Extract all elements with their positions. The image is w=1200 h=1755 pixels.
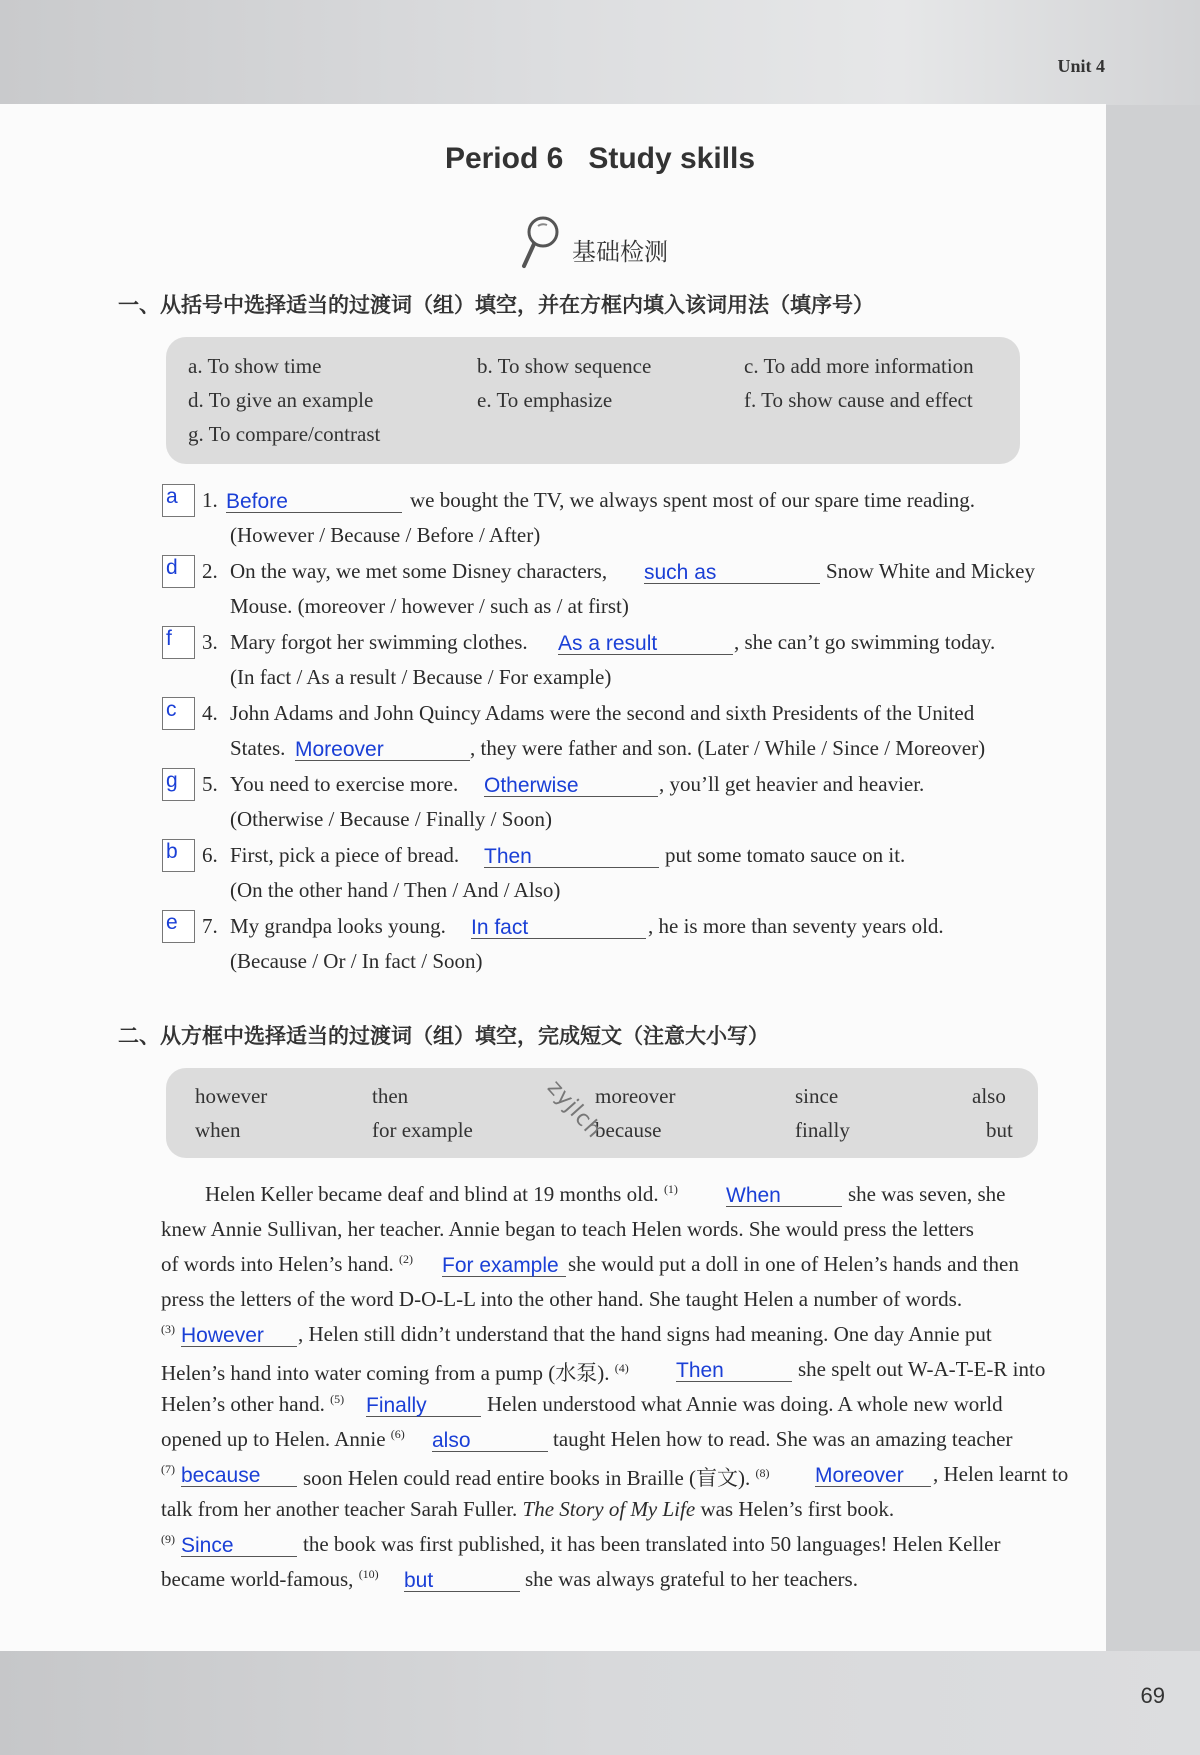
question-text: , you’ll get heavier and heavier. bbox=[659, 772, 925, 796]
word-however: however bbox=[195, 1084, 268, 1108]
passage-text: , Helen still didn’t understand that the hand signs had meaning. One day Annie put bbox=[298, 1322, 992, 1346]
word-then: then bbox=[372, 1084, 409, 1108]
passage-text: became world-famous, $^{(10)}$ bbox=[161, 1567, 379, 1591]
option-d: d. To give an example bbox=[188, 388, 374, 412]
question-choices: (On the other hand / Then / And / Also) bbox=[230, 878, 561, 902]
question-text: Snow White and Mickey bbox=[826, 559, 1035, 583]
usage-box-6[interactable]: b bbox=[162, 839, 195, 872]
section-tag: 基础检测 bbox=[572, 238, 668, 266]
passage-text: soon Helen could read entire books in Braille (盲文). $^{(8)}$ bbox=[303, 1466, 770, 1490]
question-number: 6. bbox=[202, 843, 218, 867]
question-text: First, pick a piece of bread. bbox=[230, 843, 460, 867]
option-e: e. To emphasize bbox=[477, 388, 613, 412]
question-text: we bought the TV, we always spent most of our spare time reading. bbox=[410, 488, 975, 512]
question-text: put some tomato sauce on it. bbox=[665, 843, 906, 867]
passage-blank-8[interactable]: Moreover bbox=[815, 1462, 931, 1487]
passage-blank-1[interactable]: When bbox=[726, 1182, 842, 1207]
question-text: , she can’t go swimming today. bbox=[734, 630, 996, 654]
question-number: 4. bbox=[202, 701, 218, 725]
question-text: On the way, we met some Disney characters, bbox=[230, 559, 608, 583]
passage-blank-7[interactable]: because bbox=[181, 1462, 297, 1487]
option-b: b. To show sequence bbox=[477, 354, 652, 378]
part2-heading: 二、从方框中选择适当的过渡词（组）填空，完成短文（注意大小写） bbox=[118, 1024, 769, 1048]
watermark: zyjlch bbox=[542, 1075, 607, 1144]
question-text: My grandpa looks young. bbox=[230, 914, 446, 938]
answer-blank-7[interactable]: In fact bbox=[471, 914, 646, 939]
passage-blank-3[interactable]: However bbox=[181, 1322, 297, 1347]
word-when: when bbox=[195, 1118, 241, 1142]
passage-text: of words into Helen’s hand. $^{(2)}$ bbox=[161, 1252, 413, 1276]
word-finally: finally bbox=[795, 1118, 850, 1142]
answer-blank-3[interactable]: As a result bbox=[558, 630, 733, 655]
page-title: Period 6 Study skills bbox=[444, 142, 756, 175]
question-text: States. bbox=[230, 736, 286, 760]
question-text: , he is more than seventy years old. bbox=[648, 914, 944, 938]
question-choices: (Otherwise / Because / Finally / Soon) bbox=[230, 807, 552, 831]
passage-blank-10[interactable]: but bbox=[404, 1567, 520, 1592]
answer-blank-1[interactable]: Before bbox=[226, 488, 402, 513]
passage-text: she spelt out W-A-T-E-R into bbox=[798, 1357, 1046, 1381]
passage-marker: (9) bbox=[161, 1532, 175, 1546]
page-number: 69 bbox=[1140, 1683, 1165, 1708]
question-number: 1. bbox=[202, 488, 218, 512]
option-a: a. To show time bbox=[188, 354, 322, 378]
magnifier-icon bbox=[520, 214, 580, 272]
passage-text: she was seven, she bbox=[848, 1182, 1006, 1206]
usage-box-3[interactable]: f bbox=[162, 626, 195, 659]
question-text: You need to exercise more. bbox=[230, 772, 459, 796]
question-choices: (In fact / As a result / Because / For example) bbox=[230, 665, 612, 689]
passage-blank-6[interactable]: also bbox=[432, 1427, 548, 1452]
usage-box-7[interactable]: e bbox=[162, 910, 195, 943]
answer-blank-4[interactable]: Moreover bbox=[295, 736, 470, 761]
question-text: Mary forgot her swimming clothes. bbox=[230, 630, 528, 654]
passage-text: press the letters of the word D-O-L-L into the other hand. She taught Helen a number of words. bbox=[161, 1287, 963, 1311]
usage-box-2[interactable]: d bbox=[162, 555, 195, 588]
passage-text: Helen’s other hand. $^{(5)}$ bbox=[161, 1392, 345, 1416]
option-g: g. To compare/contrast bbox=[188, 422, 381, 446]
passage-blank-2[interactable]: For example bbox=[442, 1252, 566, 1277]
word-also: also bbox=[972, 1084, 1006, 1108]
passage-text: Helen understood what Annie was doing. A whole new world bbox=[487, 1392, 1003, 1416]
question-choices: Mouse. (moreover / however / such as / at first) bbox=[230, 594, 629, 618]
question-number: 2. bbox=[202, 559, 218, 583]
passage-text: she was always grateful to her teachers. bbox=[525, 1567, 858, 1591]
word-because: because bbox=[595, 1118, 662, 1142]
option-c: c. To add more information bbox=[744, 354, 974, 378]
passage-text: she would put a doll in one of Helen’s hands and then bbox=[568, 1252, 1019, 1276]
usage-box-5[interactable]: g bbox=[162, 768, 195, 801]
word-moreover: moreover bbox=[595, 1084, 676, 1108]
passage-text: the book was first published, it has been translated into 50 languages! Helen Keller bbox=[303, 1532, 1001, 1556]
answer-blank-5[interactable]: Otherwise bbox=[484, 772, 658, 797]
unit-label: Unit 4 bbox=[1057, 56, 1105, 76]
passage-text: Helen Keller became deaf and blind at 19 months old. $^{(1)}$ bbox=[205, 1182, 678, 1206]
top-margin bbox=[0, 0, 1200, 105]
question-number: 7. bbox=[202, 914, 218, 938]
usage-box-4[interactable]: c bbox=[162, 697, 195, 730]
question-choices: (Because / Or / In fact / Soon) bbox=[230, 949, 483, 973]
option-f: f. To show cause and effect bbox=[744, 388, 973, 412]
word-but: but bbox=[986, 1118, 1013, 1142]
word-bank-box bbox=[166, 1068, 1038, 1158]
passage-text: opened up to Helen. Annie $^{(6)}$ bbox=[161, 1427, 405, 1451]
passage-blank-9[interactable]: Since bbox=[181, 1532, 297, 1557]
passage-marker: (3) bbox=[161, 1322, 175, 1336]
part1-heading: 一、从括号中选择适当的过渡词（组）填空，并在方框内填入该词用法（填序号） bbox=[118, 293, 874, 317]
question-choices: (However / Because / Before / After) bbox=[230, 523, 541, 547]
answer-blank-6[interactable]: Then bbox=[484, 843, 659, 868]
question-text: , they were father and son. (Later / While / Since / Moreover) bbox=[470, 736, 986, 760]
passage-blank-4[interactable]: Then bbox=[676, 1357, 792, 1382]
passage-text: , Helen learnt to bbox=[933, 1462, 1069, 1486]
passage-text: knew Annie Sullivan, her teacher. Annie began to teach Helen words. She would press the letters bbox=[161, 1217, 974, 1241]
passage-text: taught Helen how to read. She was an amazing teacher bbox=[553, 1427, 1013, 1451]
passage-text: talk from her another teacher Sarah Fuller. The Story of My Life was Helen’s first book. bbox=[161, 1497, 895, 1521]
passage-blank-5[interactable]: Finally bbox=[366, 1392, 481, 1417]
passage-text: Helen’s hand into water coming from a pump (水泵). $^{(4)}$ bbox=[161, 1361, 629, 1385]
question-text: John Adams and John Quincy Adams were the second and sixth Presidents of the United bbox=[230, 701, 975, 725]
answer-blank-2[interactable]: such as bbox=[644, 559, 820, 584]
word-since: since bbox=[795, 1084, 839, 1108]
question-number: 3. bbox=[202, 630, 218, 654]
question-number: 5. bbox=[202, 772, 218, 796]
usage-box-1[interactable]: a bbox=[162, 484, 195, 517]
bottom-margin bbox=[0, 1651, 1200, 1755]
passage-marker: (7) bbox=[161, 1462, 175, 1476]
word-for-example: for example bbox=[372, 1118, 473, 1142]
